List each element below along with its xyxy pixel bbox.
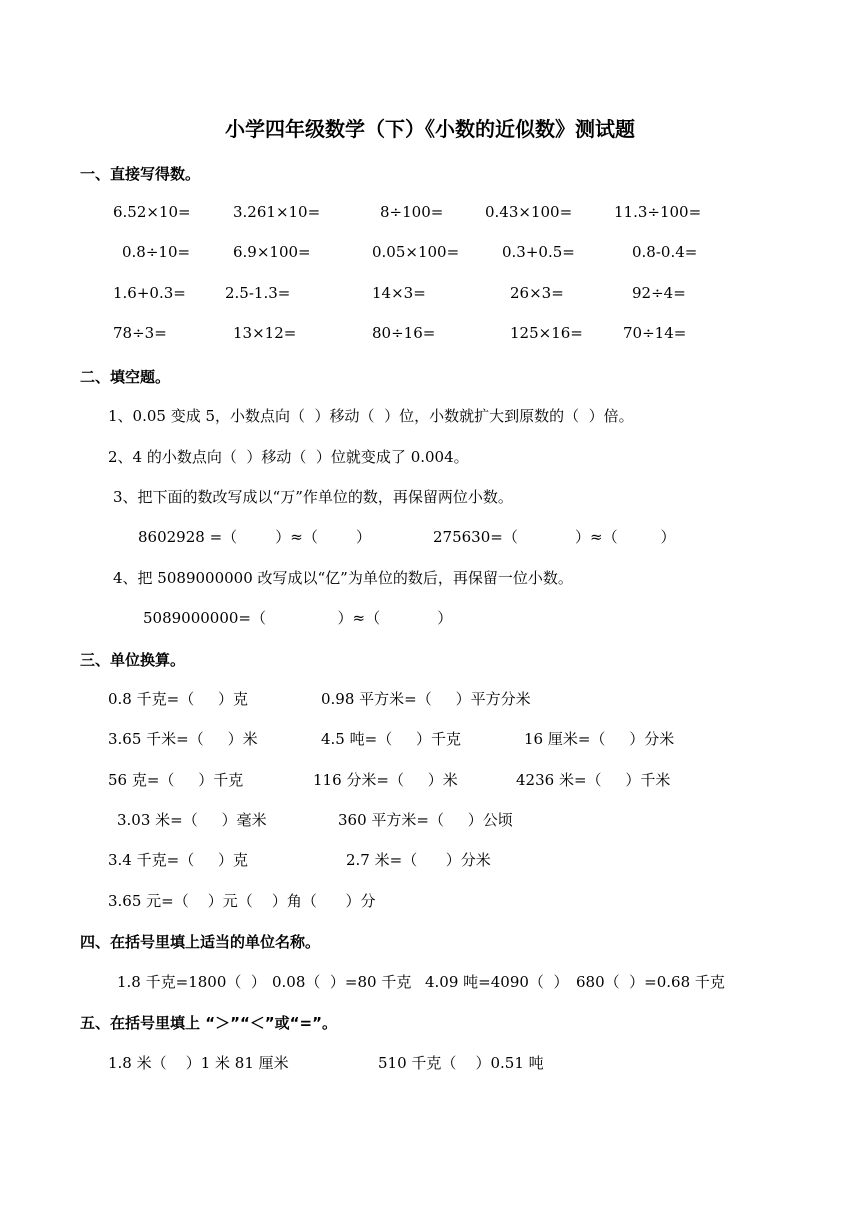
calc-item: 8÷100= <box>380 203 444 221</box>
calc-item: 0.43×100= <box>485 203 573 221</box>
conversion-item: 116 分米=（ ）米 <box>313 771 458 789</box>
calc-item: 0.8-0.4= <box>632 243 698 261</box>
conversion-item: 16 厘米=（ ）分米 <box>524 730 675 748</box>
conversion-item: 0.8 千克=（ ）克 <box>108 690 249 708</box>
page-title: 小学四年级数学（下）《小数的近似数》测试题 <box>225 117 635 141</box>
calc-item: 6.52×10= <box>113 203 191 221</box>
section-heading: 二、填空题。 <box>80 368 171 386</box>
calc-item: 70÷14= <box>623 324 687 342</box>
unit-item: 0.08（ ）=80 千克 <box>272 973 412 991</box>
calc-item: 13×12= <box>233 324 297 342</box>
calc-item: 0.3+0.5= <box>502 243 575 261</box>
calc-item: 78÷3= <box>113 324 167 342</box>
conversion-item: 360 平方米=（ ）公顷 <box>338 811 513 829</box>
conversion-item: 3.4 千克=（ ）克 <box>108 851 249 869</box>
conversion-item: 3.65 千米=（ ）米 <box>108 730 258 748</box>
conversion-item: 2.7 米=（ ）分米 <box>346 851 491 869</box>
answer-line: 275630=（ ）≈（ ） <box>433 528 676 546</box>
calc-item: 11.3÷100= <box>614 203 702 221</box>
calc-item: 80÷16= <box>372 324 436 342</box>
answer-line: 5089000000=（ ）≈（ ） <box>143 609 453 627</box>
unit-item: 4.09 吨=4090（ ） <box>425 973 569 991</box>
question-item: 2、4 的小数点向（ ）移动（ ）位就变成了 0.004。 <box>108 448 469 466</box>
section-heading: 三、单位换算。 <box>80 651 186 669</box>
calc-item: 26×3= <box>510 284 564 302</box>
calc-item: 0.8÷10= <box>122 243 191 261</box>
section-heading: 五、在括号里填上 “＞”“＜”或“=”。 <box>80 1014 337 1032</box>
question-item: 3、把下面的数改写成以“万”作单位的数，再保留两位小数。 <box>113 488 513 506</box>
section-heading: 四、在括号里填上适当的单位名称。 <box>80 933 321 951</box>
conversion-item: 3.03 米=（ ）毫米 <box>117 811 267 829</box>
calc-item: 14×3= <box>372 284 426 302</box>
conversion-item: 3.65 元=（ ）元（ ）角（ ）分 <box>108 892 376 910</box>
calc-item: 92÷4= <box>632 284 686 302</box>
unit-item: 680（ ）=0.68 千克 <box>576 973 725 991</box>
compare-item: 1.8 米（ ）1 米 81 厘米 <box>108 1054 289 1072</box>
conversion-item: 4.5 吨=（ ）千克 <box>321 730 462 748</box>
unit-item: 1.8 千克=1800（ ） <box>117 973 266 991</box>
compare-item: 510 千克（ ）0.51 吨 <box>378 1054 544 1072</box>
calc-item: 0.05×100= <box>372 243 460 261</box>
conversion-item: 4236 米=（ ）千米 <box>516 771 671 789</box>
section-heading: 一、直接写得数。 <box>80 165 201 183</box>
answer-line: 8602928 =（ ）≈（ ） <box>138 528 371 546</box>
calc-item: 1.6+0.3= <box>113 284 186 302</box>
calc-item: 125×16= <box>510 324 583 342</box>
calc-item: 6.9×100= <box>233 243 311 261</box>
question-item: 4、把 5089000000 改写成以“亿”为单位的数后，再保留一位小数。 <box>113 569 573 587</box>
calc-item: 3.261×10= <box>233 203 321 221</box>
conversion-item: 0.98 平方米=（ ）平方分米 <box>321 690 531 708</box>
calc-item: 2.5-1.3= <box>225 284 291 302</box>
question-item: 1、0.05 变成 5，小数点向（ ）移动（ ）位，小数就扩大到原数的（ ）倍。 <box>108 407 634 425</box>
conversion-item: 56 克=（ ）千克 <box>108 771 244 789</box>
